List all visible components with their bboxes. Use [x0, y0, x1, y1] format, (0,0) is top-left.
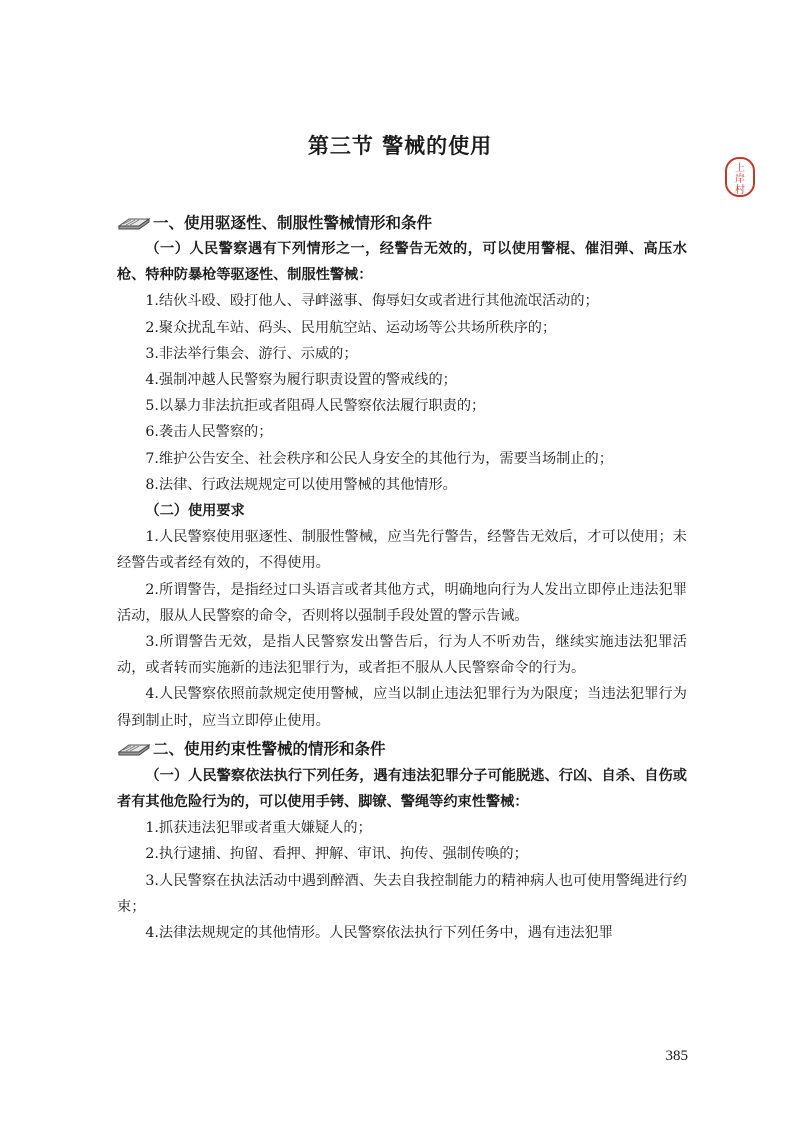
page-number: 385 [665, 1048, 688, 1064]
section-heading [117, 207, 687, 236]
list-item: 7.维护公告安全、社会秩序和公民人身安全的其他行为，需要当场制止的； [145, 450, 613, 467]
svg-text:村: 村 [735, 185, 745, 196]
page-title: 第三节 警械的使用 [307, 134, 493, 158]
list-item: 4.法律法规规定的其他情形。人民警察依法执行下列任务中，遇有违法犯罪 [145, 925, 613, 942]
section-heading-text: 一、使用驱逐性、制服性警械情形和条件 [153, 213, 433, 232]
list-item: 8.法律、行政法规规定可以使用警械的其他情形。 [145, 476, 457, 493]
book-icon [117, 739, 151, 757]
list-item: 4.强制冲越人民警察为履行职责设置的警戒线的； [145, 372, 457, 389]
document-body [117, 207, 687, 946]
list-item: 2.聚众扰乱车站、码头、民用航空站、运动场等公共场所秩序的； [145, 319, 557, 336]
subheading: （二）使用要求 [145, 503, 245, 520]
svg-text:岸: 岸 [735, 174, 745, 185]
subheading: （一）人民警察遇有下列情形之一，经警告无效的，可以使用警棍、催泪弹、高压水枪、特种防暴枪等驱逐性、制服性警械： [117, 241, 687, 284]
seal-stamp-icon [724, 156, 756, 198]
list-item: 6.袭击人民警察的； [145, 424, 273, 441]
svg-text:上: 上 [735, 163, 745, 174]
book-icon [117, 213, 151, 231]
list-item: 2.执行逮捕、拘留、看押、押解、审讯、拘传、强制传唤的； [145, 846, 528, 863]
list-item: 1.抓获违法犯罪或者重大嫌疑人的； [145, 820, 372, 837]
list-item: 1.结伙斗殴、殴打他人、寻衅滋事、侮辱妇女或者进行其他流氓活动的； [145, 293, 599, 310]
subheading: （一）人民警察依法执行下列任务，遇有违法犯罪分子可能脱逃、行凶、自杀、自伤或者有其他危险行为的，可以使用手铐、脚镣、警绳等约束性警械： [117, 767, 687, 811]
list-item: 4.人民警察依照前款规定使用警械，应当以制止违法犯罪行为为限度；当违法犯罪行为得到制止时，应当立即停止使用。 [117, 686, 687, 729]
section-heading [117, 734, 687, 763]
list-item: 2.所谓警告，是指经过口头语言或者其他方式，明确地向行为人发出立即停止违法犯罪活动，服从人民警察的命令，否则将以强制手段处置的警示告诫。 [117, 581, 687, 624]
list-item: 3.人民警察在执法活动中遇到醉酒、失去自我控制能力的精神病人也可使用警绳进行约束； [117, 872, 687, 915]
section-heading-text: 二、使用约束性警械的情形和条件 [153, 740, 386, 759]
list-item: 5.以暴力非法抗拒或者阻碍人民警察依法履行职责的； [145, 398, 486, 415]
list-item: 3.所谓警告无效，是指人民警察发出警告后，行为人不听劝告，继续实施违法犯罪活动，或者转而实施新的违法犯罪行为，或者拒不服从人民警察命令的行为。 [117, 634, 687, 677]
list-item: 3.非法举行集会、游行、示威的； [145, 345, 358, 362]
list-item: 1.人民警察使用驱逐性、制服性警械，应当先行警告，经警告无效后，才可以使用；未经警告或者经有效的，不得使用。 [117, 529, 687, 572]
